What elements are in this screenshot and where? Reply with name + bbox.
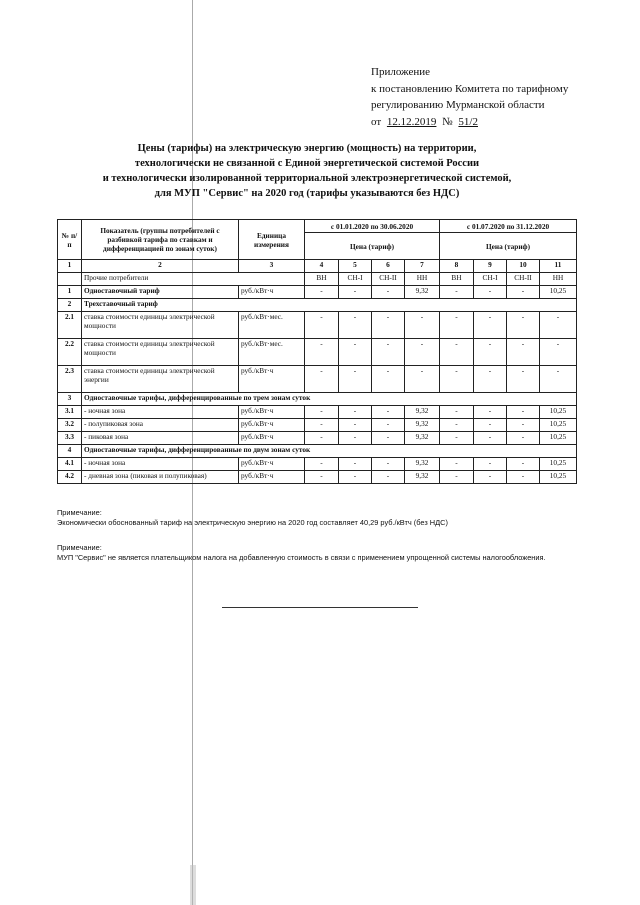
voltage-level: СН-II: [507, 273, 540, 286]
row-name: ставка стоимости единицы электрической мощности: [82, 339, 239, 366]
tariff-value: -: [507, 366, 540, 393]
table-row: [58, 471, 577, 484]
tariff-value: 9,32: [405, 471, 440, 484]
table-row: [58, 286, 577, 299]
tariff-value: -: [440, 339, 474, 366]
row-unit: руб./кВт·ч: [239, 366, 305, 393]
tariff-value: -: [507, 458, 540, 471]
appendix-line2: к постановлению Комитета по тарифному: [371, 82, 569, 95]
table-row: [58, 432, 577, 445]
row-unit: руб./кВт·ч: [239, 286, 305, 299]
tariff-value: -: [305, 339, 339, 366]
title-line2: технологически не связанной с Единой энергетической системой России: [134, 158, 480, 169]
tariff-value: -: [305, 432, 339, 445]
tariff-value: -: [474, 406, 507, 419]
col-number: 6: [372, 260, 405, 273]
row-unit: руб./кВт·ч: [239, 458, 305, 471]
row-number: 3: [58, 393, 82, 406]
tariff-value: -: [507, 312, 540, 339]
col-number: 3: [239, 260, 305, 273]
tariff-value: -: [339, 339, 372, 366]
row-unit: руб./кВт·ч: [239, 419, 305, 432]
appendix-line1: Приложение: [371, 66, 431, 78]
row-unit: руб./кВт·ч: [239, 432, 305, 445]
header-indicator: Показатель (группы потребителей с разбивкой тарифа по ставкам и дифференциацией по зонам суток): [82, 220, 239, 260]
row-number: 4: [58, 445, 82, 458]
number-label: №: [442, 115, 453, 128]
tariff-value: -: [474, 471, 507, 484]
divider-line: [222, 607, 418, 608]
tariff-value: -: [305, 312, 339, 339]
voltage-level: СН-I: [474, 273, 507, 286]
tariff-value: -: [440, 312, 474, 339]
tariff-value: 10,25: [540, 471, 577, 484]
voltage-level: СН-I: [339, 273, 372, 286]
tariff-value: -: [339, 406, 372, 419]
row-number: 3.3: [58, 432, 82, 445]
tariff-value: -: [405, 339, 440, 366]
tariff-value: -: [305, 471, 339, 484]
appendix-date-line: [371, 114, 568, 131]
resolution-date: 12.12.2019: [386, 115, 437, 128]
note-2: [57, 543, 546, 563]
tariff-value: -: [339, 458, 372, 471]
tariff-value: -: [474, 432, 507, 445]
tariff-value: -: [339, 312, 372, 339]
col-number: 8: [440, 260, 474, 273]
tariff-value: -: [372, 406, 405, 419]
row-unit: руб./кВт·мес.: [239, 312, 305, 339]
tariff-value: 10,25: [540, 419, 577, 432]
row-name: Одноставочный тариф: [82, 286, 239, 299]
tariff-value: -: [474, 419, 507, 432]
voltage-level: ВН: [440, 273, 474, 286]
table-row: [58, 458, 577, 471]
title-line4: для МУП "Сервис" на 2020 год (тарифы указываются без НДС): [154, 188, 460, 199]
tariff-table: [57, 219, 577, 484]
tariff-value: -: [507, 339, 540, 366]
tariff-value: -: [540, 312, 577, 339]
section-row: [58, 393, 577, 406]
header-price2: Цена (тариф): [440, 233, 577, 260]
row-unit: руб./кВт·ч: [239, 406, 305, 419]
col-number: 1: [58, 260, 82, 273]
table-row: [58, 406, 577, 419]
tariff-value: -: [507, 471, 540, 484]
row-number: 2: [58, 299, 82, 312]
tariff-value: 10,25: [540, 286, 577, 299]
col-number: 4: [305, 260, 339, 273]
tariff-value: -: [507, 406, 540, 419]
col-number: 5: [339, 260, 372, 273]
document-title: [92, 141, 522, 201]
section-row: [58, 299, 577, 312]
row-name: - ночная зона: [82, 458, 239, 471]
row-number: 1: [58, 286, 82, 299]
tariff-value: -: [474, 458, 507, 471]
note-text: Экономически обоснованный тариф на электрическую энергию на 2020 год составляет 40,29 руб./кВтч (без НДС): [57, 518, 448, 527]
header-num: № п/п: [58, 220, 82, 260]
tariff-value: -: [339, 366, 372, 393]
tariff-value: -: [474, 366, 507, 393]
tariff-value: -: [440, 471, 474, 484]
tariff-value: -: [440, 286, 474, 299]
voltage-level: СН-II: [372, 273, 405, 286]
header-period2: с 01.07.2020 по 31.12.2020: [440, 220, 577, 233]
row-name: - дневная зона (пиковая и полупиковая): [82, 471, 239, 484]
row-name: ставка стоимости единицы электрической энергии: [82, 366, 239, 393]
header-price1: Цена (тариф): [305, 233, 440, 260]
tariff-value: -: [372, 419, 405, 432]
tariff-value: 10,25: [540, 458, 577, 471]
consumers-row: [58, 273, 577, 286]
scan-artifact: [190, 865, 196, 905]
row-name: - пиковая зона: [82, 432, 239, 445]
tariff-value: 9,32: [405, 458, 440, 471]
note-text: МУП "Сервис" не является плательщиком налога на добавленную стоимость в связи с применением упрощенной системы налогообложения.: [57, 553, 546, 562]
table-row: [58, 419, 577, 432]
appendix-block: [371, 64, 568, 130]
tariff-value: -: [305, 366, 339, 393]
row-number: 4.2: [58, 471, 82, 484]
row-number: 4.1: [58, 458, 82, 471]
row-name: - ночная зона: [82, 406, 239, 419]
tariff-value: -: [339, 471, 372, 484]
from-label: от: [371, 115, 382, 128]
note-label: Примечание:: [57, 508, 102, 517]
note-1: [57, 508, 448, 528]
tariff-value: -: [540, 339, 577, 366]
voltage-level: ВН: [305, 273, 339, 286]
tariff-value: 10,25: [540, 432, 577, 445]
row-number: 3.1: [58, 406, 82, 419]
row-unit: руб./кВт·ч: [239, 471, 305, 484]
tariff-value: -: [305, 419, 339, 432]
row-unit: руб./кВт·мес.: [239, 339, 305, 366]
col-number: 11: [540, 260, 577, 273]
section-name: Одноставочные тарифы, дифференцированные по трем зонам суток: [82, 393, 577, 406]
tariff-value: -: [474, 286, 507, 299]
col-number: 2: [82, 260, 239, 273]
title-line3: и технологически изолированной территориальной электроэнергетической системой,: [102, 173, 512, 184]
tariff-value: -: [540, 366, 577, 393]
tariff-value: -: [305, 406, 339, 419]
tariff-value: -: [372, 312, 405, 339]
col-number: 9: [474, 260, 507, 273]
tariff-value: -: [339, 286, 372, 299]
title-line1: Цены (тарифы) на электрическую энергию (мощность) на территории,: [137, 143, 477, 154]
column-number-row: [58, 260, 577, 273]
tariff-value: -: [474, 312, 507, 339]
tariff-value: 9,32: [405, 432, 440, 445]
tariff-value: -: [372, 286, 405, 299]
row-name: - полупиковая зона: [82, 419, 239, 432]
tariff-value: -: [372, 432, 405, 445]
row-name: ставка стоимости единицы электрической мощности: [82, 312, 239, 339]
tariff-value: -: [474, 339, 507, 366]
tariff-value: -: [440, 419, 474, 432]
tariff-value: -: [372, 366, 405, 393]
tariff-value: -: [372, 471, 405, 484]
row-number: 3.2: [58, 419, 82, 432]
tariff-value: -: [440, 458, 474, 471]
tariff-value: 9,32: [405, 419, 440, 432]
tariff-value: -: [305, 286, 339, 299]
tariff-value: -: [507, 432, 540, 445]
section-name: Одноставочные тарифы, дифференцированные по двум зонам суток: [82, 445, 577, 458]
tariff-value: 9,32: [405, 286, 440, 299]
voltage-level: НН: [540, 273, 577, 286]
tariff-value: -: [339, 432, 372, 445]
row-number: 2.2: [58, 339, 82, 366]
consumers-label: Прочие потребители: [82, 273, 305, 286]
tariff-value: -: [405, 312, 440, 339]
row-number: 2.1: [58, 312, 82, 339]
tariff-value: -: [405, 366, 440, 393]
row-number: 2.3: [58, 366, 82, 393]
appendix-line3: регулированию Мурманской области: [371, 99, 545, 111]
tariff-value: -: [507, 286, 540, 299]
col-number: 10: [507, 260, 540, 273]
table-row: [58, 339, 577, 366]
tariff-value: 10,25: [540, 406, 577, 419]
col-number: 7: [405, 260, 440, 273]
table-row: [58, 366, 577, 393]
tariff-value: -: [339, 419, 372, 432]
section-name: Трехставочный тариф: [82, 299, 577, 312]
header-unit: Единица измерения: [239, 220, 305, 260]
header-row-1: [58, 220, 577, 233]
header-period1: с 01.01.2020 по 30.06.2020: [305, 220, 440, 233]
table-row: [58, 312, 577, 339]
section-row: [58, 445, 577, 458]
tariff-value: -: [305, 458, 339, 471]
voltage-level: НН: [405, 273, 440, 286]
note-label: Примечание:: [57, 543, 102, 552]
tariff-value: -: [440, 406, 474, 419]
resolution-number: 51/2: [458, 115, 478, 128]
tariff-value: -: [440, 366, 474, 393]
tariff-value: -: [440, 432, 474, 445]
tariff-value: -: [372, 458, 405, 471]
tariff-value: 9,32: [405, 406, 440, 419]
tariff-value: -: [372, 339, 405, 366]
tariff-value: -: [507, 419, 540, 432]
